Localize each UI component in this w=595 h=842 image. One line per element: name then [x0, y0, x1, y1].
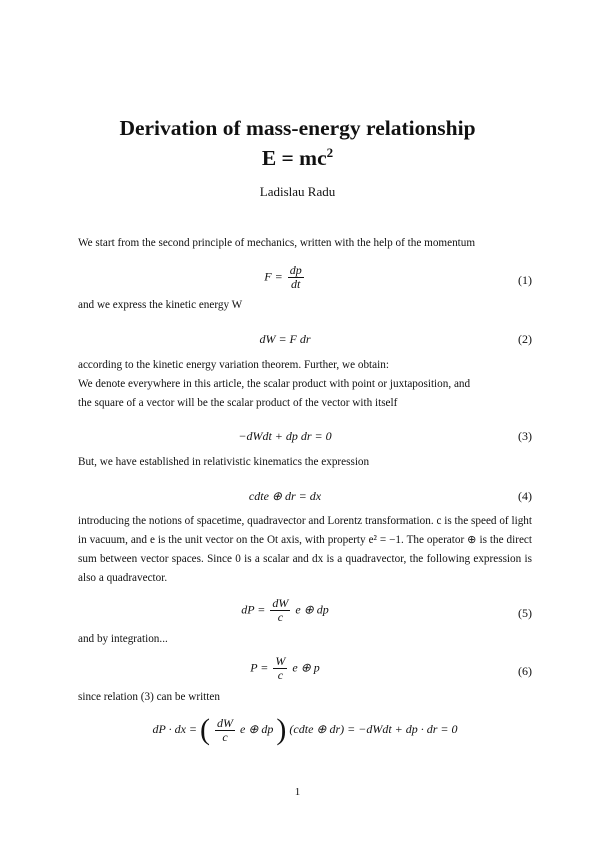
eq6-rhs: e ⊕ p: [292, 660, 320, 675]
equation-4-label: (4): [518, 489, 532, 503]
page-number: 1: [294, 786, 301, 798]
eq1-lhs: F =: [264, 269, 283, 284]
eq6-denominator: c: [277, 668, 284, 682]
equation-1-body: [78, 264, 492, 291]
eq7-close-paren: ): [276, 713, 287, 746]
eq7-lhs: dP · dx =: [152, 721, 198, 736]
eq6-fraction: [273, 655, 287, 682]
eq1-fraction: [288, 264, 304, 291]
equation-2-label: (2): [518, 332, 532, 346]
paper-title-line2: [0, 141, 595, 170]
eq7-middle: e ⊕ dp: [240, 721, 274, 736]
eq6-numerator: W: [275, 654, 286, 668]
equation-1-label: (1): [518, 273, 532, 287]
title-formula: E = mc: [261, 146, 327, 171]
title-exponent: 2: [326, 145, 334, 160]
eq7-open-paren: (: [200, 713, 211, 746]
paragraph-notation-2: the square of a vector will be the scalar product of the vector with itself: [78, 397, 398, 409]
paragraph-theorem: according to the kinetic energy variation theorem. Further, we obtain:: [78, 359, 389, 371]
equation-3-label: (3): [518, 429, 532, 443]
eq6-lhs: P =: [250, 660, 269, 675]
equation-6-label: (6): [518, 664, 532, 678]
eq5-lhs: dP =: [241, 602, 266, 617]
equation-3-body: −dWdt + dp dr = 0: [238, 429, 332, 443]
equation-4-body: cdte ⊕ dr = dx: [248, 489, 322, 503]
paragraph-spacetime: introducing the notions of spacetime, quadravector and Lorentz transformation. c is the speed of light in vacuum, and e is the unit vector on the Ot axis, with property e² = −1. The operator ⊕ is the direct sum between vector spaces. Since 0 is a scalar and dx is a quadravector, the following expression is also a quadravector.: [78, 515, 532, 584]
paragraph-integration: and by integration...: [78, 633, 168, 645]
equation-2-body: dW = F dr: [259, 332, 311, 346]
equation-1: [78, 264, 532, 292]
paragraph-kinetic-energy: and we express the kinetic energy W: [78, 299, 243, 311]
eq5-rhs: e ⊕ dp: [295, 602, 329, 617]
eq7-rhs: (cdte ⊕ dr) = −dWdt + dp · dr = 0: [289, 721, 458, 736]
author-name: Ladislau Radu: [259, 184, 336, 199]
paragraph-kinematics: But, we have established in relativistic kinematics the expression: [78, 456, 370, 468]
eq1-denominator: dt: [291, 277, 301, 291]
eq5-fraction: [270, 597, 290, 624]
eq7-denominator: c: [222, 729, 228, 744]
equation-6: [78, 655, 532, 683]
equation-6-body: [78, 655, 492, 682]
eq7-numerator: dW: [217, 715, 234, 730]
eq1-numerator: dp: [289, 263, 302, 277]
equation-7-body: [78, 713, 532, 746]
equation-5: [78, 597, 532, 625]
equation-7: [78, 713, 532, 752]
equation-5-body: [78, 597, 492, 624]
paragraph-intro: We start from the second principle of mechanics, written with the help of the momentum: [78, 237, 476, 249]
paragraph-notation-1: We denote everywhere in this article, the scalar product with point or juxtaposition, and: [78, 378, 471, 390]
paper-title-line1: Derivation of mass-energy relationship: [119, 116, 476, 140]
eq5-denominator: c: [277, 610, 284, 624]
equation-5-label: (5): [518, 606, 532, 620]
eq5-numerator: dW: [272, 596, 289, 610]
eq7-fraction: [215, 717, 235, 744]
paragraph-relation-3: since relation (3) can be written: [78, 691, 220, 703]
